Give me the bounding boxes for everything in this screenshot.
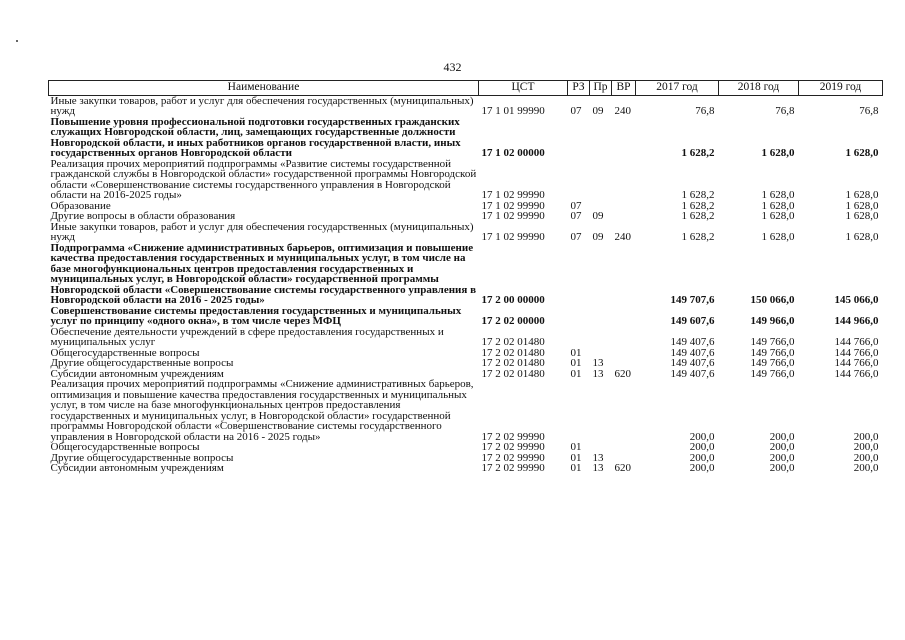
row-cst: 17 2 02 99990 (481, 451, 545, 464)
table-row (49, 358, 883, 369)
row-2019: 145 066,0 (834, 294, 879, 306)
table-row (49, 379, 883, 442)
row-vr (612, 306, 636, 327)
row-2019: 1 628,0 (845, 210, 879, 222)
row-2019: 1 628,0 (845, 189, 879, 201)
row-vr (612, 117, 636, 159)
row-cst: 17 2 02 00000 (481, 315, 545, 327)
row-2019: 200,0 (853, 441, 879, 453)
row-name: Другие общегосударственные вопросы (50, 357, 234, 369)
row-cst: 17 1 02 00000 (481, 147, 545, 159)
row-vr (612, 348, 636, 359)
row-2018: 149 766,0 (750, 367, 795, 380)
row-2019: 1 628,0 (845, 231, 879, 243)
row-rz: 01 (570, 357, 582, 369)
row-2019: 76,8 (859, 105, 879, 117)
row-pr: 09 (592, 231, 604, 243)
row-rz: 07 (570, 210, 582, 222)
header-vr: ВР (612, 81, 636, 96)
row-2018: 200,0 (769, 441, 795, 453)
row-cst: 17 2 02 01480 (481, 346, 545, 359)
header-2018: 2018 год (719, 81, 799, 96)
header-cst: ЦСТ (479, 81, 568, 96)
table-row (49, 463, 883, 474)
row-2019: 200,0 (853, 462, 879, 474)
row-2018: 200,0 (769, 451, 795, 464)
row-cst: 17 2 02 99990 (481, 430, 545, 443)
row-pr (590, 306, 612, 327)
row-cst: 17 2 00 00000 (481, 294, 545, 306)
row-name: Повышение уровня профессиональной подготовки государственных гражданских служащих Новгородской области, лиц, замещающих государственные должности Новгородской области, и иных работников органов государственной власти, иных государственных органов Новгородской области (50, 115, 461, 159)
row-pr: 09 (592, 105, 604, 117)
row-name: Субсидии автономным учреждениям (50, 462, 224, 474)
row-2017: 149 407,6 (670, 336, 715, 348)
row-2017: 76,8 (695, 105, 715, 117)
row-rz: 01 (570, 462, 582, 474)
row-2018: 1 628,0 (761, 210, 795, 222)
row-2018: 150 066,0 (750, 294, 795, 306)
row-vr (612, 211, 636, 222)
row-rz: 01 (570, 451, 582, 464)
header-name: Наименование (49, 81, 479, 96)
table-row (49, 117, 883, 159)
row-cst: 17 1 02 99990 (481, 210, 545, 222)
row-2019: 144 766,0 (834, 367, 879, 380)
row-rz (568, 243, 590, 306)
row-cst: 17 1 02 99990 (481, 189, 545, 201)
row-2017: 149 407,6 (670, 357, 715, 369)
row-rz (568, 159, 590, 201)
row-vr: 620 (614, 367, 631, 380)
row-pr (590, 327, 612, 348)
row-2017: 200,0 (689, 462, 715, 474)
row-2018: 200,0 (769, 462, 795, 474)
row-cst: 17 2 02 99990 (481, 462, 545, 474)
row-2018: 1 628,0 (761, 199, 795, 212)
row-cst: 17 1 01 99990 (481, 105, 545, 117)
row-rz: 07 (570, 231, 582, 243)
row-rz: 01 (570, 441, 582, 453)
row-vr (612, 358, 636, 369)
table-header-row (49, 81, 883, 96)
scan-speck (16, 40, 18, 42)
row-rz: 07 (570, 105, 582, 117)
row-cst: 17 2 02 01480 (481, 367, 545, 380)
row-pr: 13 (592, 357, 604, 369)
row-vr (612, 159, 636, 201)
row-2017: 149 407,6 (670, 346, 715, 359)
row-pr: 13 (592, 462, 604, 474)
row-2017: 1 628,2 (681, 231, 715, 243)
table-row (49, 327, 883, 348)
page-number: 432 (443, 60, 462, 74)
table-row (49, 442, 883, 453)
row-2017: 149 607,6 (670, 315, 715, 327)
table-row (49, 222, 883, 243)
row-pr: 13 (592, 451, 604, 464)
row-2019: 200,0 (853, 451, 879, 464)
row-2018: 149 766,0 (750, 336, 795, 348)
row-pr: 09 (592, 210, 604, 222)
row-name: Реализация прочих мероприятий подпрограммы «Снижение административных барьеров, оптимизация и повышение качества предоставления государственных и муниципальных услуг, в том числе на базе многофункциональных центров предоставления государственных и муниципальных услуг, в Новгородской области» государственной программы Новгородской области «Совершенствование системы государственного управления в Новгородской области на 2016 - 2025 годы» (50, 378, 474, 443)
row-vr (612, 243, 636, 306)
row-2018: 1 628,0 (761, 147, 795, 159)
row-pr (590, 159, 612, 201)
table-row (49, 95, 883, 117)
row-vr (612, 379, 636, 442)
header-2017: 2017 год (636, 81, 719, 96)
header-2019: 2019 год (799, 81, 883, 96)
row-name: Обеспечение деятельности учреждений в сфере предоставления государственных и муниципальных услуг (50, 325, 444, 348)
row-rz (568, 327, 590, 348)
row-name: Другие общегосударственные вопросы (50, 451, 234, 464)
row-2019: 1 628,0 (845, 199, 879, 212)
header-pr: Пр (590, 81, 612, 96)
row-2018: 200,0 (769, 430, 795, 443)
row-cst: 17 1 02 99990 (481, 199, 545, 212)
row-cst: 17 2 02 01480 (481, 336, 545, 348)
row-2019: 144 966,0 (834, 315, 879, 327)
row-vr (612, 327, 636, 348)
table-row (49, 243, 883, 306)
row-name: Общегосударственные вопросы (50, 346, 200, 359)
table-row (49, 159, 883, 201)
row-vr: 240 (614, 231, 631, 243)
table-row (49, 306, 883, 327)
row-2019: 144 766,0 (834, 336, 879, 348)
row-2018: 149 766,0 (750, 346, 795, 359)
row-2018: 149 966,0 (750, 315, 795, 327)
row-2017: 200,0 (689, 430, 715, 443)
row-vr: 240 (614, 105, 631, 117)
row-cst: 17 2 02 01480 (481, 357, 545, 369)
budget-table (48, 80, 883, 474)
row-vr (612, 201, 636, 212)
row-name: Другие вопросы в области образования (50, 210, 236, 222)
row-2017: 149 707,6 (670, 294, 715, 306)
row-2017: 1 628,2 (681, 210, 715, 222)
row-rz: 07 (570, 199, 582, 212)
row-rz: 01 (570, 346, 582, 359)
row-pr (590, 117, 612, 159)
row-cst: 17 2 02 99990 (481, 441, 545, 453)
row-2017: 200,0 (689, 451, 715, 464)
row-name: Совершенствование системы предоставления государственных и муниципальных услуг по принципу «одного окна», в том числе через МФЦ (50, 304, 462, 327)
row-vr: 620 (614, 462, 631, 474)
row-name: Подпрограмма «Снижение административных барьеров, оптимизация и повышение качества предоставления государственных и муниципальных услуг, в том числе на базе многофункциональных центров предоставления государственных и муниципальных услуг, в Новгородской области» государственной программы Новгородской области «Совершенствование системы государственного управления в Новгородской области на 2016 - 2025 годы» (50, 241, 477, 306)
row-rz (568, 306, 590, 327)
row-2018: 76,8 (775, 105, 795, 117)
row-2017: 149 407,6 (670, 367, 715, 380)
row-name: Образование (50, 199, 111, 212)
row-2018: 1 628,0 (761, 231, 795, 243)
row-name: Иные закупки товаров, работ и услуг для обеспечения государственных (муниципальных) нужд (50, 220, 474, 243)
row-pr (590, 379, 612, 442)
row-name: Иные закупки товаров, работ и услуг для обеспечения государственных (муниципальных) нужд (50, 94, 474, 117)
row-2017: 1 628,2 (681, 199, 715, 212)
row-rz: 01 (570, 367, 582, 380)
row-name: Субсидии автономным учреждениям (50, 367, 224, 380)
row-pr (590, 442, 612, 453)
row-rz (568, 379, 590, 442)
row-2019: 1 628,0 (845, 147, 879, 159)
row-2019: 144 766,0 (834, 346, 879, 359)
row-name: Общегосударственные вопросы (50, 441, 200, 453)
row-pr (590, 243, 612, 306)
row-name: Реализация прочих мероприятий подпрограммы «Развитие системы государственной гражданской службы в Новгородской области» государственной программы Новгородской области «Совершенствование системы государственного управления в Новгородской области на 2016-2025 годы» (50, 157, 477, 201)
row-rz (568, 117, 590, 159)
row-2018: 149 766,0 (750, 357, 795, 369)
row-2017: 1 628,2 (681, 147, 715, 159)
row-2019: 200,0 (853, 430, 879, 443)
row-2018: 1 628,0 (761, 189, 795, 201)
row-vr (612, 442, 636, 453)
row-2019: 144 766,0 (834, 357, 879, 369)
table-body (49, 95, 883, 474)
row-cst: 17 1 02 99990 (481, 231, 545, 243)
row-2017: 1 628,2 (681, 189, 715, 201)
header-rz: РЗ (568, 81, 590, 96)
row-2017: 200,0 (689, 441, 715, 453)
row-pr: 13 (592, 367, 604, 380)
table-row (49, 211, 883, 222)
